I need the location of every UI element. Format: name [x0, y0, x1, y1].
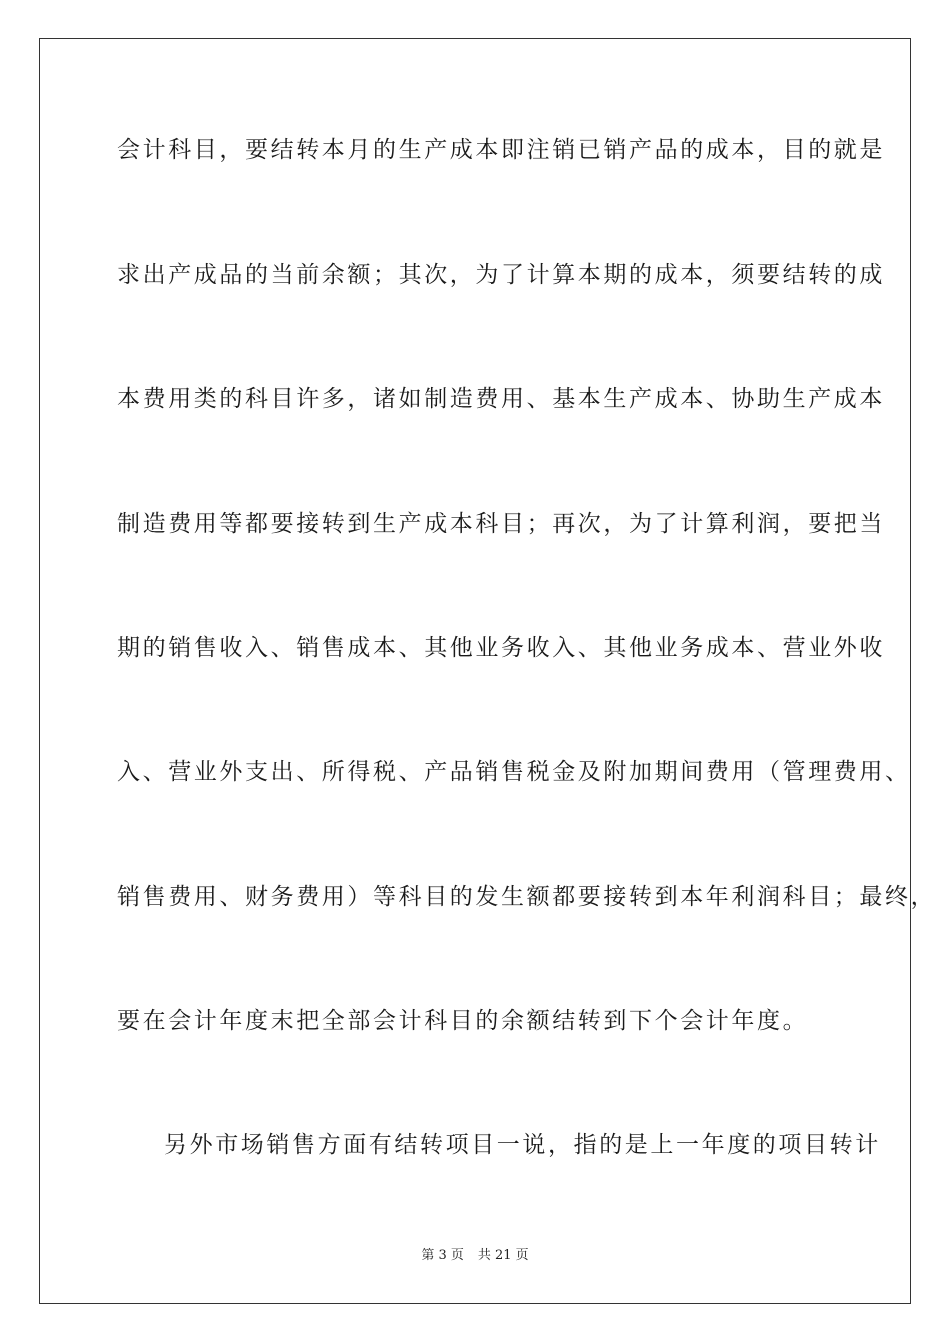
- page-border: [39, 38, 937, 1304]
- paragraph-line-4: 制造费用等都要接转到生产成本科目；再次，为了计算利润，要把当: [117, 511, 885, 537]
- total-pages: 共 21 页: [477, 1248, 529, 1263]
- paragraph-line-5: 期的销售收入、销售成本、其他业务收入、其他业务成本、营业外收: [117, 635, 885, 661]
- paragraph-line-8: 要在会计年度末把全部会计科目的余额结转到下个会计年度。: [117, 1008, 809, 1034]
- paragraph-line-2: 求出产成品的当前余额；其次，为了计算本期的成本，须要结转的成: [117, 262, 885, 288]
- paragraph-line-1: 会计科目，要结转本月的生产成本即注销已销产品的成本，目的就是: [117, 137, 885, 163]
- page-footer: [0, 1247, 950, 1265]
- paragraph-line-7: 销售费用、财务费用）等科目的发生额都要接转到本年利润科目；最终，: [117, 884, 937, 910]
- paragraph-line-3: 本费用类的科目许多，诸如制造费用、基本生产成本、协助生产成本: [117, 386, 885, 412]
- paragraph-line-6: 入、营业外支出、所得税、产品销售税金及附加期间费用（管理费用、: [117, 759, 911, 785]
- paragraph-line-9: 另外市场销售方面有结转项目一说，指的是上一年度的项目转计: [164, 1132, 881, 1158]
- page-number: 第 3 页: [421, 1248, 464, 1263]
